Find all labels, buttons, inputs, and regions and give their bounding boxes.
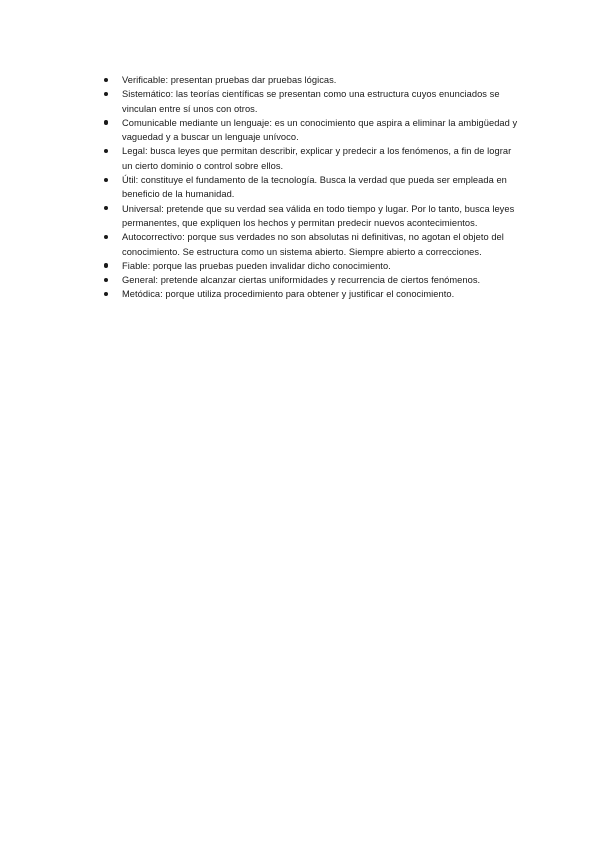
list-item: Sistemático: las teorías científicas se presentan como una estructura cuyos enunciados se vinculan entre sí unos con otros. bbox=[103, 87, 523, 116]
list-item: Verificable: presentan pruebas dar pruebas lógicas. bbox=[103, 73, 523, 87]
list-item: Metódica: porque utiliza procedimiento para obtener y justificar el conocimiento. bbox=[103, 287, 523, 301]
list-item: Comunicable mediante un lenguaje: es un conocimiento que aspira a eliminar la ambigüedad y vaguedad y a buscar un lenguaje unívoco. bbox=[103, 116, 523, 145]
list-item: Autocorrectivo: porque sus verdades no son absolutas ni definitivas, no agotan el objeto del conocimiento. Se estructura como un sistema abierto. Siempre abierto a correcciones. bbox=[103, 230, 523, 259]
list-item: General: pretende alcanzar ciertas uniformidades y recurrencia de ciertos fenómenos. bbox=[103, 273, 523, 287]
list-item: Útil: constituye el fundamento de la tecnología. Busca la verdad que pueda ser empleada en beneficio de la humanidad. bbox=[103, 173, 523, 202]
list-item: Universal: pretende que su verdad sea válida en todo tiempo y lugar. Por lo tanto, busca leyes permanentes, que expliquen los hechos y permitan predecir nuevos acontecimientos. bbox=[103, 202, 523, 231]
characteristics-list bbox=[103, 73, 523, 302]
list-item: Fiable: porque las pruebas pueden invalidar dicho conocimiento. bbox=[103, 259, 523, 273]
list-item: Legal: busca leyes que permitan describir, explicar y predecir a los fenómenos, a fin de lograr un cierto dominio o control sobre ellos. bbox=[103, 144, 523, 173]
